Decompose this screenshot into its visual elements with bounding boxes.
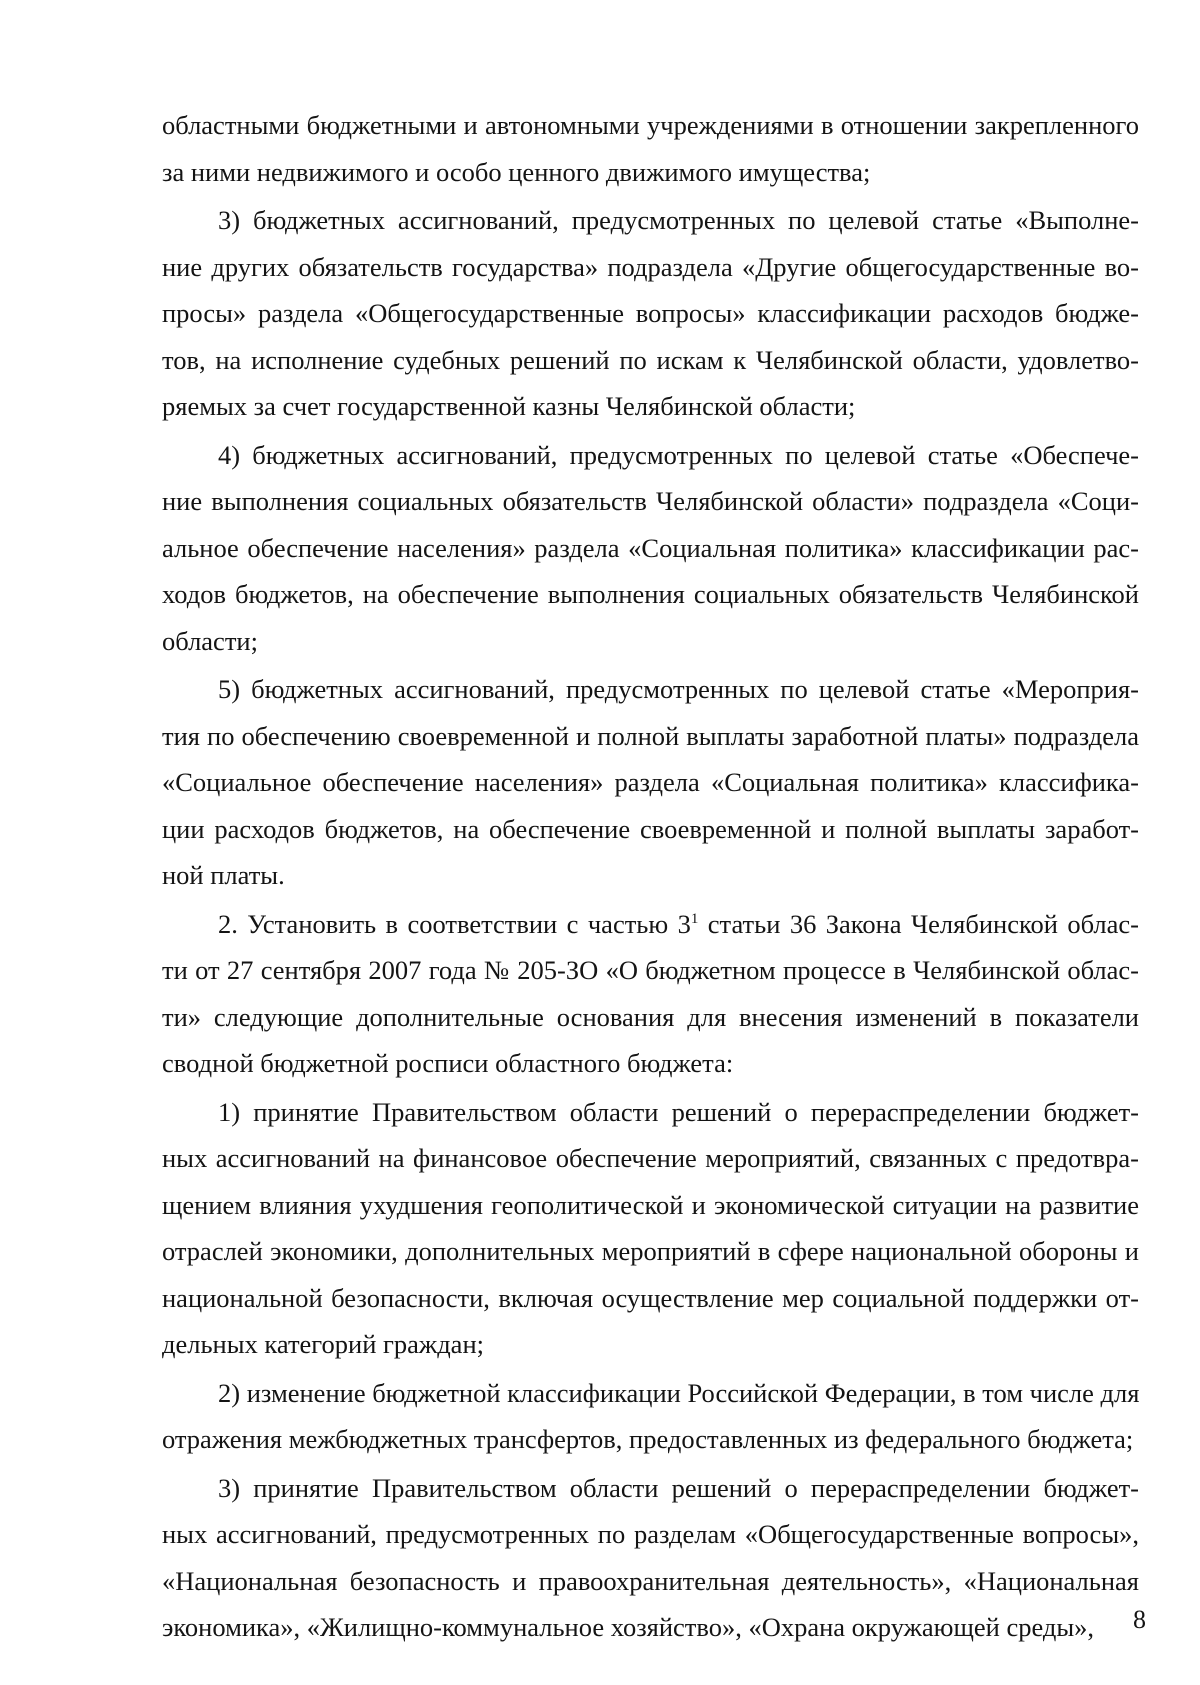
text-line: ние других обязательств государства» подраздела «Другие общегосударственные во-	[162, 251, 1139, 282]
paragraph-p-2-2	[162, 1370, 1139, 1463]
text-line: ти от 27 сентября 2007 года № 205-ЗО «О бюджетном процессе в Челябинской облас-	[162, 955, 1139, 985]
paragraph-p-cont	[162, 102, 1139, 195]
text-line: ных ассигнований на финансовое обеспечение мероприятий, связанных с предотвра-	[162, 1143, 1139, 1173]
text-line: дельных категорий граждан;	[162, 1329, 484, 1359]
paragraph-p-5	[162, 666, 1139, 899]
text-line: 3) бюджетных ассигнований, предусмотренных по целевой статье «Выполне-	[218, 205, 1139, 235]
text-line: «Национальная безопасность и правоохранительная деятельность», «Национальная	[162, 1565, 1139, 1596]
text-line: 5) бюджетных ассигнований, предусмотренных по целевой статье «Мероприя-	[218, 674, 1139, 704]
text-line: ной платы.	[162, 860, 285, 890]
text-line: 2) изменение бюджетной классификации Российской Федерации, в том числе для	[218, 1377, 1140, 1408]
paragraph-p-2-1	[162, 1089, 1139, 1368]
text-line: 1) принятие Правительством области решений о перераспределении бюджет-	[218, 1096, 1139, 1127]
text-line: областными бюджетными и автономными учреждениями в отношении закрепленного	[162, 110, 1139, 140]
text-line: 4) бюджетных ассигнований, предусмотренных по целевой статье «Обеспече-	[218, 439, 1139, 470]
text-line: экономика», «Жилищно-коммунальное хозяйство», «Охрана окружающей среды»,	[162, 1612, 1095, 1642]
text-line: национальной безопасности, включая осуществление мер социальной поддержки от-	[162, 1282, 1139, 1313]
text-line: ции расходов бюджетов, на обеспечение своевременной и полной выплаты заработ-	[162, 813, 1139, 844]
text-line: «Социальное обеспечение населения» раздела «Социальная политика» классифика-	[162, 767, 1139, 797]
text-line: тия по обеспечению своевременной и полной выплаты заработной платы» подраздела	[162, 720, 1139, 751]
text-fragment: статьи 36 Закона Челябинской облас-	[698, 908, 1139, 939]
text-line: отражения межбюджетных трансфертов, предоставленных из федерального бюджета;	[162, 1424, 1134, 1454]
text-line: тов, на исполнение судебных решений по искам к Челябинской области, удовлетво-	[162, 344, 1139, 375]
text-line: щением влияния ухудшения геополитической и экономической ситуации на развитие	[162, 1189, 1139, 1220]
text-fragment: 2. Установить в соответствии с частью 3	[218, 908, 691, 939]
paragraph-p-2-3	[162, 1465, 1139, 1651]
text-line: ходов бюджетов, на обеспечение выполнения социальных обязательств Челябинской	[162, 579, 1139, 609]
paragraph-p-2	[162, 901, 1139, 1087]
text-line: альное обеспечение населения» раздела «Социальная политика» классификации рас-	[162, 532, 1139, 563]
text-line: ряемых за счет государственной казны Челябинской области;	[162, 391, 856, 421]
text-line: ных ассигнований, предусмотренных по разделам «Общегосударственные вопросы»,	[162, 1519, 1139, 1549]
text-line: ти» следующие дополнительные основания для внесения изменений в показатели	[162, 1001, 1139, 1032]
text-line: области;	[162, 625, 258, 656]
paragraph-p-3	[162, 197, 1139, 430]
text-line: сводной бюджетной росписи областного бюджета:	[162, 1048, 734, 1078]
text-line: отраслей экономики, дополнительных мероприятий в сфере национальной обороны и	[162, 1236, 1139, 1266]
text-line	[162, 901, 1139, 948]
text-line: ние выполнения социальных обязательств Челябинской области» подраздела «Соци-	[162, 486, 1139, 516]
text-line: просы» раздела «Общегосударственные вопросы» классификации расходов бюдже-	[162, 298, 1139, 328]
text-line: за ними недвижимого и особо ценного движимого имущества;	[162, 156, 871, 187]
text-line: 3) принятие Правительством области решений о перераспределении бюджет-	[218, 1472, 1139, 1503]
superscript: 1	[690, 910, 699, 927]
document-body	[162, 102, 1139, 1653]
page-number: 8	[1133, 1605, 1146, 1634]
paragraph-p-4	[162, 432, 1139, 665]
